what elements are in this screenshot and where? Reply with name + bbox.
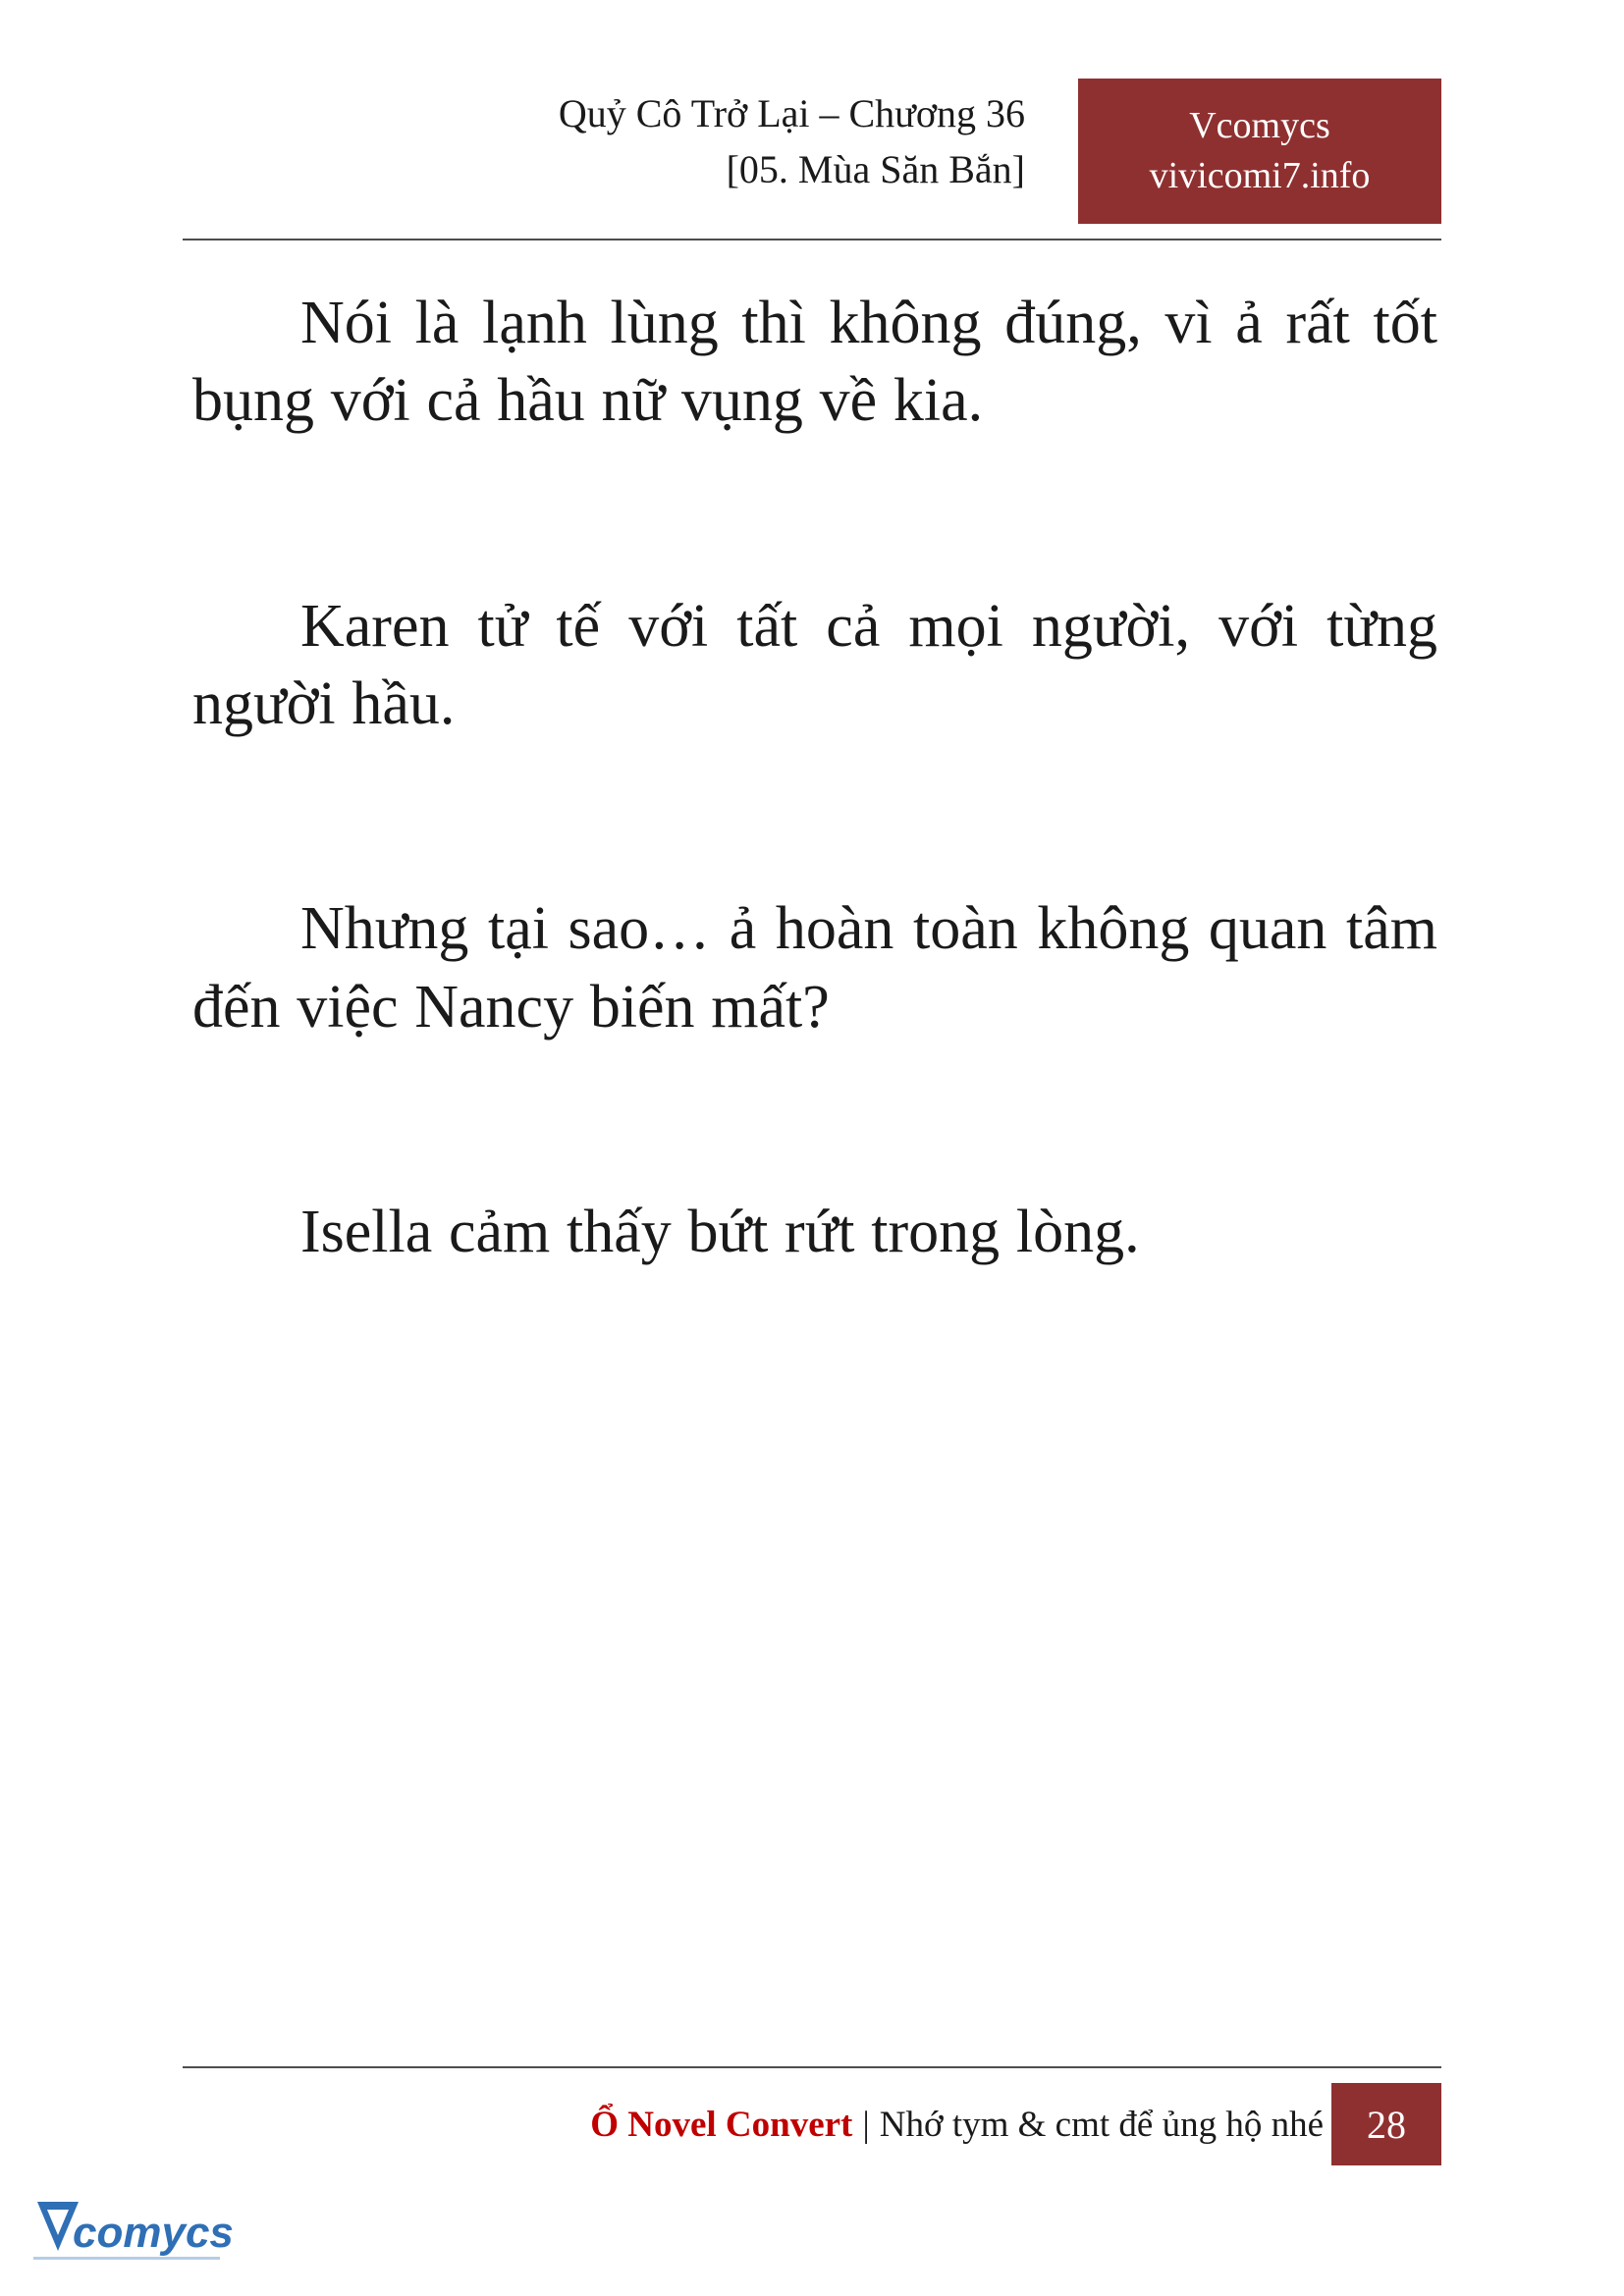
header-title (338, 86, 1025, 198)
footer-note: Nhớ tym & cmt để ủng hộ nhé (879, 2104, 1324, 2145)
page-header (183, 86, 1441, 236)
page-footer (183, 2089, 1441, 2160)
page-content (192, 285, 1437, 1362)
footer-credit (590, 2089, 1324, 2160)
page-number-badge: 28 (1331, 2083, 1441, 2165)
paragraph: Karen tử tế với tất cả mọi người, với từng người hầu. (192, 592, 1437, 738)
site-badge-brand: Vcomycs (1189, 105, 1330, 147)
site-badge (1078, 79, 1441, 224)
paragraph: Nhưng tại sao… ả hoàn toàn không quan tâm đến việc Nancy biến mất? (192, 895, 1437, 1041)
site-badge-url: vivicomi7.info (1149, 155, 1371, 196)
footer-divider (183, 2066, 1441, 2068)
footer-separator: | (862, 2104, 870, 2145)
header-title-line2: [05. Mùa Săn Bắn] (726, 146, 1025, 191)
header-divider (183, 239, 1441, 240)
vcomycs-watermark-logo (33, 2196, 259, 2272)
svg-text:comycs: comycs (73, 2209, 234, 2257)
paragraph: Nói là lạnh lùng thì không đúng, vì ả rất tốt bụng với cả hầu nữ vụng về kia. (192, 290, 1437, 435)
footer-brand: Ổ Novel Convert (590, 2104, 853, 2145)
paragraph: Isella cảm thấy bứt rứt trong lòng. (300, 1199, 1140, 1266)
header-title-line1: Quỷ Cô Trở Lại – Chương 36 (558, 91, 1025, 135)
